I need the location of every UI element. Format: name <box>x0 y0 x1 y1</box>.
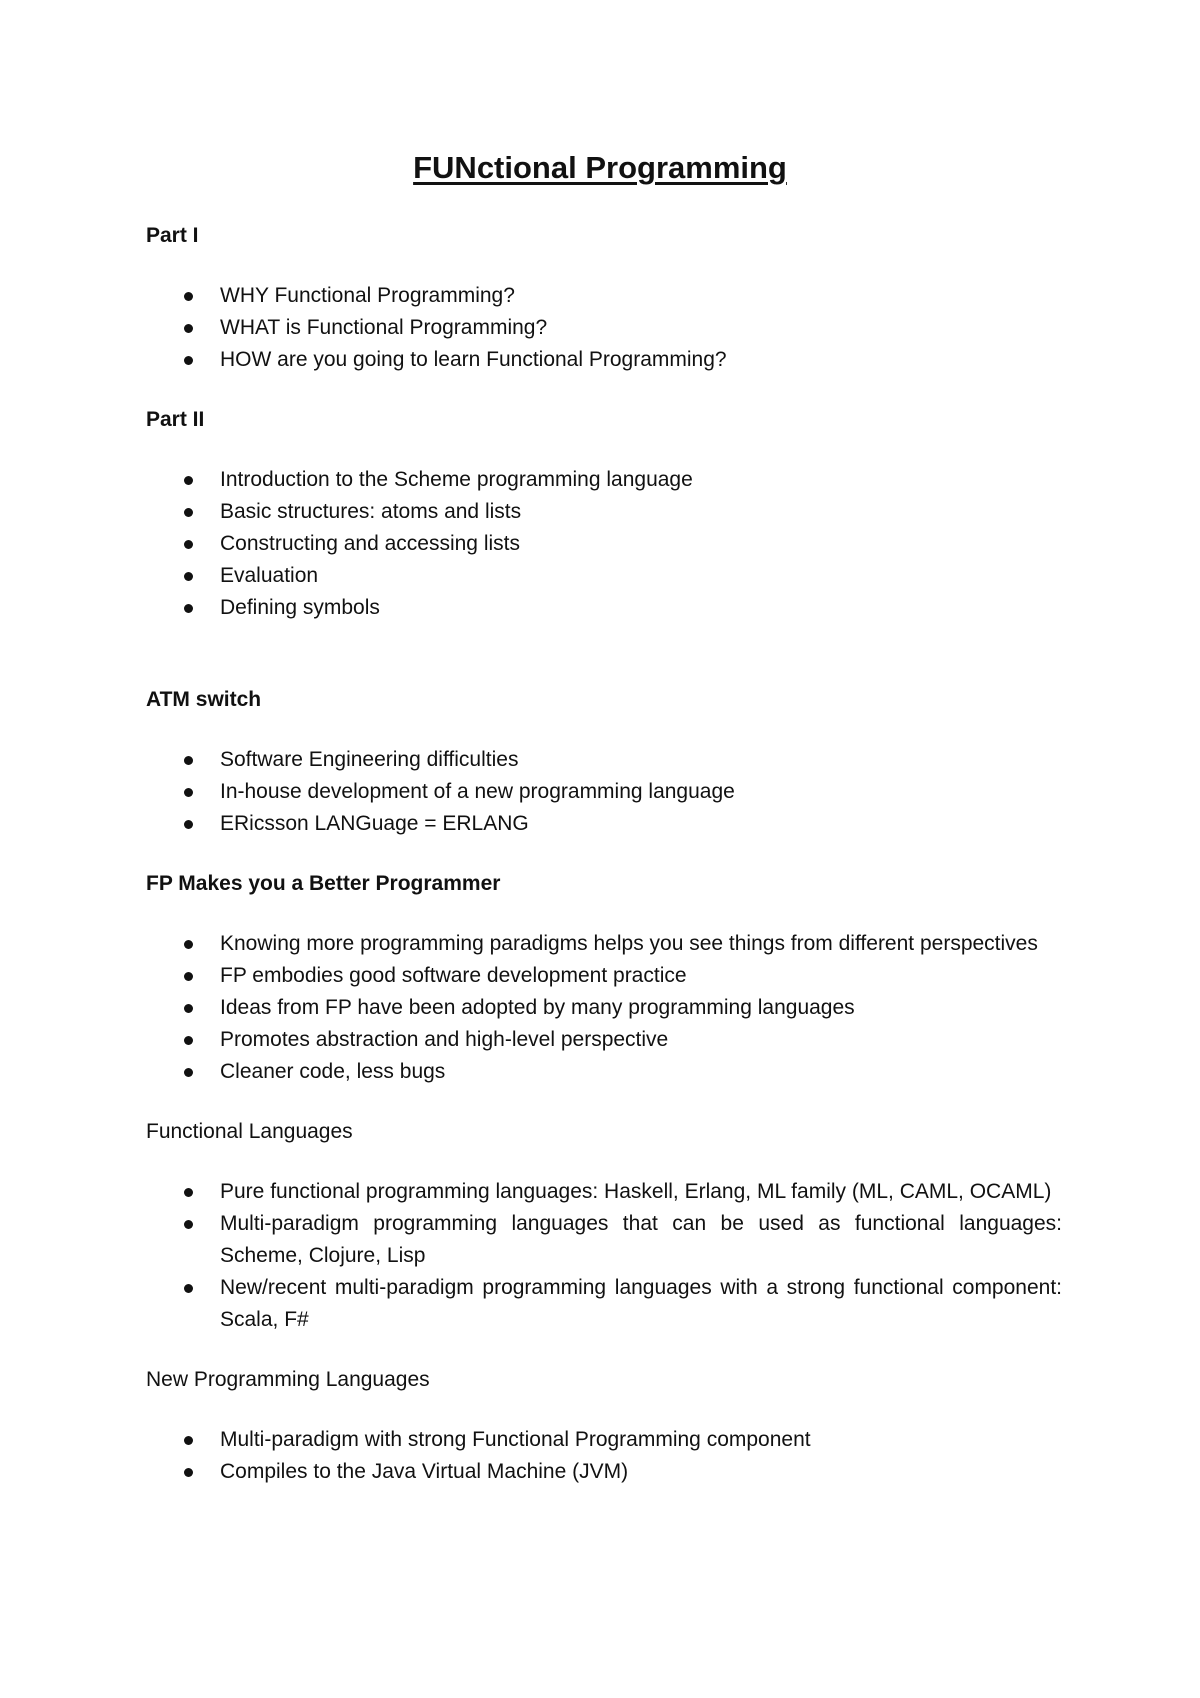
list-item-text: Evaluation <box>220 564 319 587</box>
list-item <box>146 960 1062 992</box>
bullet-dot-icon <box>184 1220 193 1229</box>
list-item-text: In-house development of a new programming language <box>220 780 735 803</box>
bullet-dot-icon <box>184 756 193 765</box>
list-item-text: Basic structures: atoms and lists <box>220 500 522 523</box>
list-item-text: Defining symbols <box>220 596 380 619</box>
bullet-dot-icon <box>184 604 193 613</box>
bullet-dot-icon <box>184 1188 193 1197</box>
bullet-dot-icon <box>184 1004 193 1013</box>
bullet-dot-icon <box>184 1436 193 1445</box>
bullet-dot-icon <box>184 356 193 365</box>
list-item-text: Knowing more programming paradigms helps you see things from different perspectives <box>220 932 1038 955</box>
bullet-list <box>146 744 1062 840</box>
bullet-dot-icon <box>184 788 193 797</box>
bullet-dot-icon <box>184 1468 193 1477</box>
list-item <box>146 280 1062 312</box>
bullet-dot-icon <box>184 1284 193 1293</box>
list-item-text: WHAT is Functional Programming? <box>220 316 548 339</box>
list-item-text: WHY Functional Programming? <box>220 284 515 307</box>
list-item-text: FP embodies good software development practice <box>220 964 687 987</box>
list-item <box>146 312 1062 344</box>
list-item-text: ERicsson LANGuage = ERLANG <box>220 812 529 835</box>
list-item <box>146 1176 1062 1208</box>
list-item <box>146 1056 1062 1088</box>
bullet-dot-icon <box>184 820 193 829</box>
list-item <box>146 1208 1062 1272</box>
list-item <box>146 464 1062 496</box>
list-item-text: Cleaner code, less bugs <box>220 1060 446 1083</box>
bullet-dot-icon <box>184 540 193 549</box>
bullet-list <box>146 280 1062 376</box>
bullet-dot-icon <box>184 508 193 517</box>
list-item <box>146 744 1062 776</box>
bullet-list <box>146 1424 1062 1488</box>
list-item <box>146 992 1062 1024</box>
list-item <box>146 592 1062 624</box>
section-heading: Part II <box>146 408 205 431</box>
bullet-dot-icon <box>184 1068 193 1077</box>
document-title: FUNctional Programming <box>413 150 787 185</box>
list-item-text: Multi-paradigm programming languages that can be used as functional languages: Scheme, Clojure, Lisp <box>220 1212 1062 1267</box>
list-item <box>146 560 1062 592</box>
bullet-dot-icon <box>184 324 193 333</box>
section-heading: New Programming Languages <box>146 1368 430 1391</box>
bullet-dot-icon <box>184 940 193 949</box>
list-item-text: Constructing and accessing lists <box>220 532 520 555</box>
bullet-list <box>146 464 1062 624</box>
list-item-text: New/recent multi-paradigm programming languages with a strong functional component: Scala, F# <box>220 1276 1062 1331</box>
list-item <box>146 1024 1062 1056</box>
bullet-dot-icon <box>184 476 193 485</box>
section-heading: Functional Languages <box>146 1120 353 1143</box>
list-item-text: Compiles to the Java Virtual Machine (JVM) <box>220 1460 629 1483</box>
section-heading: Part I <box>146 224 199 247</box>
bullet-list <box>146 928 1062 1088</box>
blank-line <box>146 652 1062 684</box>
list-item <box>146 1272 1062 1336</box>
list-item <box>146 344 1062 376</box>
list-item <box>146 808 1062 840</box>
list-item-text: HOW are you going to learn Functional Programming? <box>220 348 727 371</box>
bullet-dot-icon <box>184 972 193 981</box>
list-item <box>146 928 1062 960</box>
list-item <box>146 1424 1062 1456</box>
list-item <box>146 1456 1062 1488</box>
list-item <box>146 496 1062 528</box>
list-item-text: Software Engineering difficulties <box>220 748 519 771</box>
list-item <box>146 528 1062 560</box>
document-body <box>146 220 1062 1516</box>
section-heading: FP Makes you a Better Programmer <box>146 872 501 895</box>
list-item-text: Pure functional programming languages: Haskell, Erlang, ML family (ML, CAML, OCAML) <box>220 1180 1052 1203</box>
bullet-dot-icon <box>184 1036 193 1045</box>
bullet-dot-icon <box>184 292 193 301</box>
section-heading: ATM switch <box>146 688 262 711</box>
list-item <box>146 776 1062 808</box>
list-item-text: Promotes abstraction and high-level perspective <box>220 1028 669 1051</box>
list-item-text: Ideas from FP have been adopted by many programming languages <box>220 996 855 1019</box>
list-item-text: Introduction to the Scheme programming language <box>220 468 693 491</box>
bullet-dot-icon <box>184 572 193 581</box>
bullet-list <box>146 1176 1062 1336</box>
list-item-text: Multi-paradigm with strong Functional Programming component <box>220 1428 811 1451</box>
